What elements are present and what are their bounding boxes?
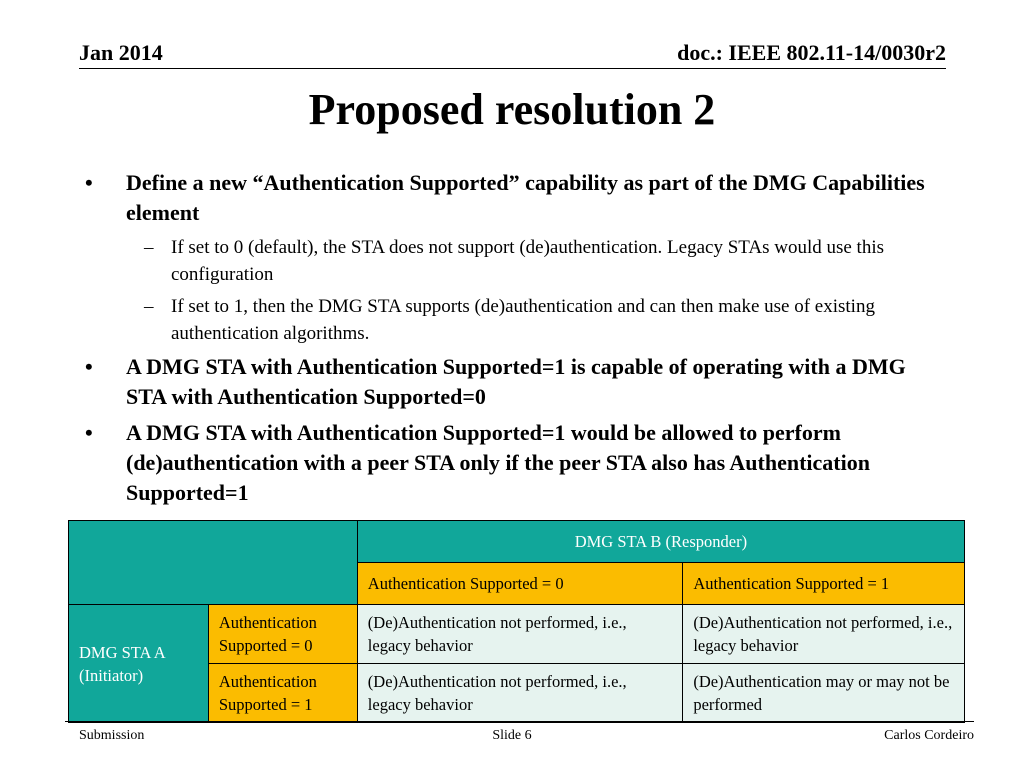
bullet-2 bbox=[85, 352, 945, 412]
responder-header: DMG STA B (Responder) bbox=[357, 521, 964, 563]
initiator-row-auth-1: Authentication Supported = 1 bbox=[208, 664, 357, 723]
bullet-3-text: A DMG STA with Authentication Supported=1 would be allowed to perform (de)authentication with a peer STA only if the peer STA also has Authentication Supported=1 bbox=[126, 420, 870, 505]
table-cell: (De)Authentication not performed, i.e., legacy behavior bbox=[683, 605, 965, 664]
sub-bullet-2 bbox=[85, 293, 945, 347]
header-divider bbox=[79, 68, 946, 69]
table-cell: (De)Authentication may or may not be performed bbox=[683, 664, 965, 723]
table-cell: (De)Authentication not performed, i.e., legacy behavior bbox=[357, 664, 683, 723]
responder-col-auth-1: Authentication Supported = 1 bbox=[683, 563, 965, 605]
slide-body bbox=[85, 168, 945, 514]
bullet-1-text: Define a new “Authentication Supported” capability as part of the DMG Capabilities element bbox=[126, 170, 925, 225]
resolution-table bbox=[68, 520, 965, 723]
table-corner-cell bbox=[69, 521, 358, 605]
sub-bullet-1-text: If set to 0 (default), the STA does not support (de)authentication. Legacy STAs would use this configuration bbox=[171, 237, 885, 285]
bullet-marker: • bbox=[85, 354, 93, 379]
footer-submission: Submission bbox=[79, 728, 145, 743]
header-date: Jan 2014 bbox=[79, 40, 163, 65]
dash-marker: – bbox=[144, 237, 154, 258]
footer-slide-number: Slide 6 bbox=[492, 728, 532, 743]
responder-col-auth-0: Authentication Supported = 0 bbox=[357, 563, 683, 605]
slide-title: Proposed resolution 2 bbox=[308, 85, 716, 134]
bullet-marker: • bbox=[85, 420, 93, 445]
bullet-marker: • bbox=[85, 170, 93, 195]
initiator-header: DMG STA A (Initiator) bbox=[69, 605, 209, 723]
footer-author: Carlos Cordeiro bbox=[884, 728, 974, 743]
table-cell: (De)Authentication not performed, i.e., legacy behavior bbox=[357, 605, 683, 664]
dash-marker: – bbox=[144, 296, 154, 317]
bullet-1 bbox=[85, 168, 945, 228]
header-doc-id: doc.: IEEE 802.11-14/0030r2 bbox=[677, 40, 946, 65]
bullet-3 bbox=[85, 418, 945, 508]
bullet-2-text: A DMG STA with Authentication Supported=1 is capable of operating with a DMG STA with Authentication Supported=0 bbox=[126, 354, 906, 409]
sub-bullet-2-text: If set to 1, then the DMG STA supports (de)authentication and can then make use of existing authentication algorithms. bbox=[171, 296, 875, 344]
initiator-row-auth-0: Authentication Supported = 0 bbox=[208, 605, 357, 664]
sub-bullet-1 bbox=[85, 234, 945, 288]
footer-divider bbox=[65, 721, 974, 722]
